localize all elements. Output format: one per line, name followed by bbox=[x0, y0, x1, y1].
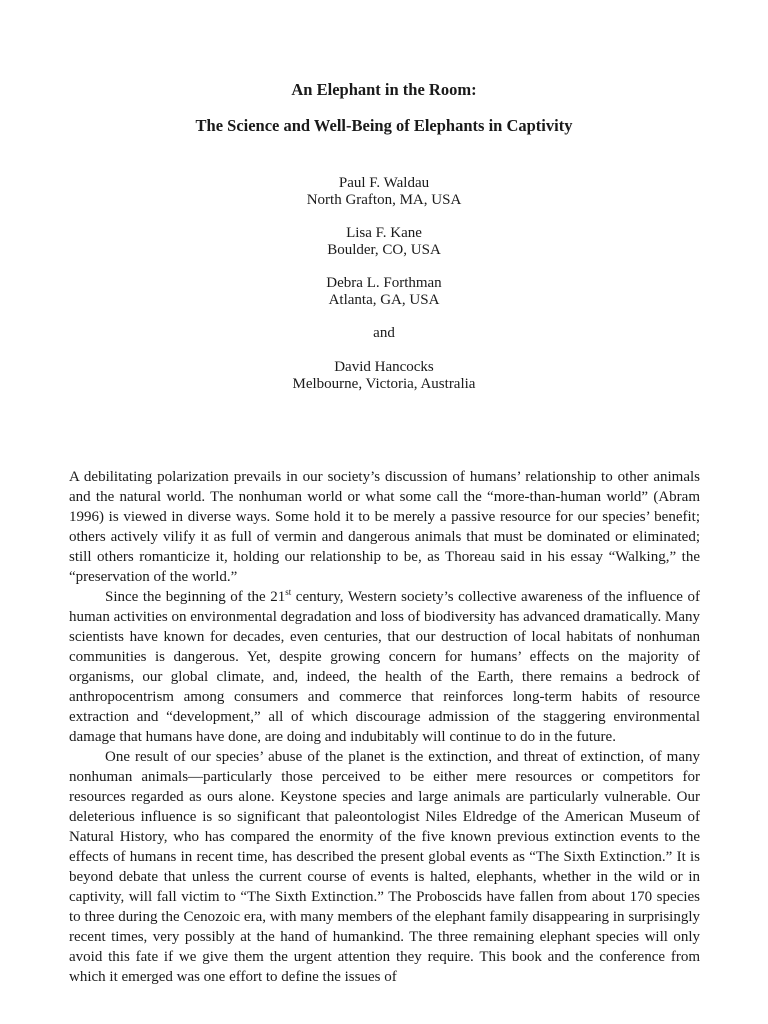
author-entry bbox=[0, 175, 768, 209]
paragraph-text: century, Western society’s collective awareness of the influence of human activities on environmental degradation and loss of biodiversity has advanced dramatically. Many scientists have known for decades, even centuries, that our destruction of local habitats of nonhuman communities is dangerous. Yet, despite growing concern for humans’ effects on the majority of organisms, our global climate, and, indeed, the health of the Earth, there remains a bedrock of anthropocentrism among consumers and commerce that reinforces long-term habits of resource extraction and “development,” all of which discourage admission of the staggering environmental damage that humans have done, are doing and indubitably will continue to do in the future. bbox=[69, 589, 700, 745]
author-location: Boulder, CO, USA bbox=[327, 242, 441, 258]
author-entry bbox=[0, 359, 768, 393]
chapter-subtitle: The Science and Well-Being of Elephants in Captivity bbox=[195, 116, 573, 135]
chapter-title: An Elephant in the Room: bbox=[291, 80, 477, 99]
author-location: Atlanta, GA, USA bbox=[328, 292, 440, 308]
author-entry bbox=[0, 275, 768, 309]
author-name: Lisa F. Kane bbox=[346, 225, 422, 241]
author-list bbox=[0, 175, 768, 409]
body-paragraph: A debilitating polarization prevails in our society’s discussion of humans’ relationship to other animals and the natural world. The nonhuman world or what some call the “more-than-human world” (Abram 1996) is viewed in diverse ways. Some hold it to be merely a passive resource for our species’ benefit; others actively vilify it as full of vermin and dangerous animals that must be dominated or eliminated; still others romanticize it, holding our relationship to be, as Thoreau said in his essay “Walking,” the “preservation of the world.” bbox=[69, 469, 700, 585]
author-name: David Hancocks bbox=[334, 359, 434, 375]
author-location: Melbourne, Victoria, Australia bbox=[292, 376, 476, 392]
paragraph-text: Since the beginning of the 21 bbox=[105, 589, 286, 605]
ordinal-suffix: st bbox=[285, 587, 292, 597]
body-paragraph bbox=[69, 587, 700, 747]
body-text bbox=[69, 467, 700, 987]
author-name: Debra L. Forthman bbox=[326, 275, 442, 291]
author-location: North Grafton, MA, USA bbox=[306, 192, 462, 208]
body-paragraph: One result of our species’ abuse of the planet is the extinction, and threat of extinction, of many nonhuman animals—particularly those perceived to be either mere resources or competitors for resources regarded as ours alone. Keystone species and large animals are particularly vulnerable. Our deleterious influence is so significant that paleontologist Niles Eldredge of the American Museum of Natural History, who has compared the enormity of the five known previous extinction events to the effects of humans in recent time, has described the present global events as “The Sixth Extinction.” It is beyond debate that unless the current course of events is halted, elephants, whether in the wild or in captivity, will fall victim to “The Sixth Extinction.” The Proboscids have fallen from about 170 species to three during the Cenozoic era, with many members of the elephant family disappearing in surprisingly recent times, very possibly at the hand of humankind. The three remaining elephant species will only avoid this fate if we give them the urgent attention they require. This book and the conference from which it emerged was one effort to define the issues of bbox=[69, 749, 700, 985]
author-name: Paul F. Waldau bbox=[338, 175, 430, 191]
author-entry bbox=[0, 225, 768, 259]
chapter-title-block bbox=[0, 80, 768, 136]
author-conjunction: and bbox=[373, 325, 395, 341]
